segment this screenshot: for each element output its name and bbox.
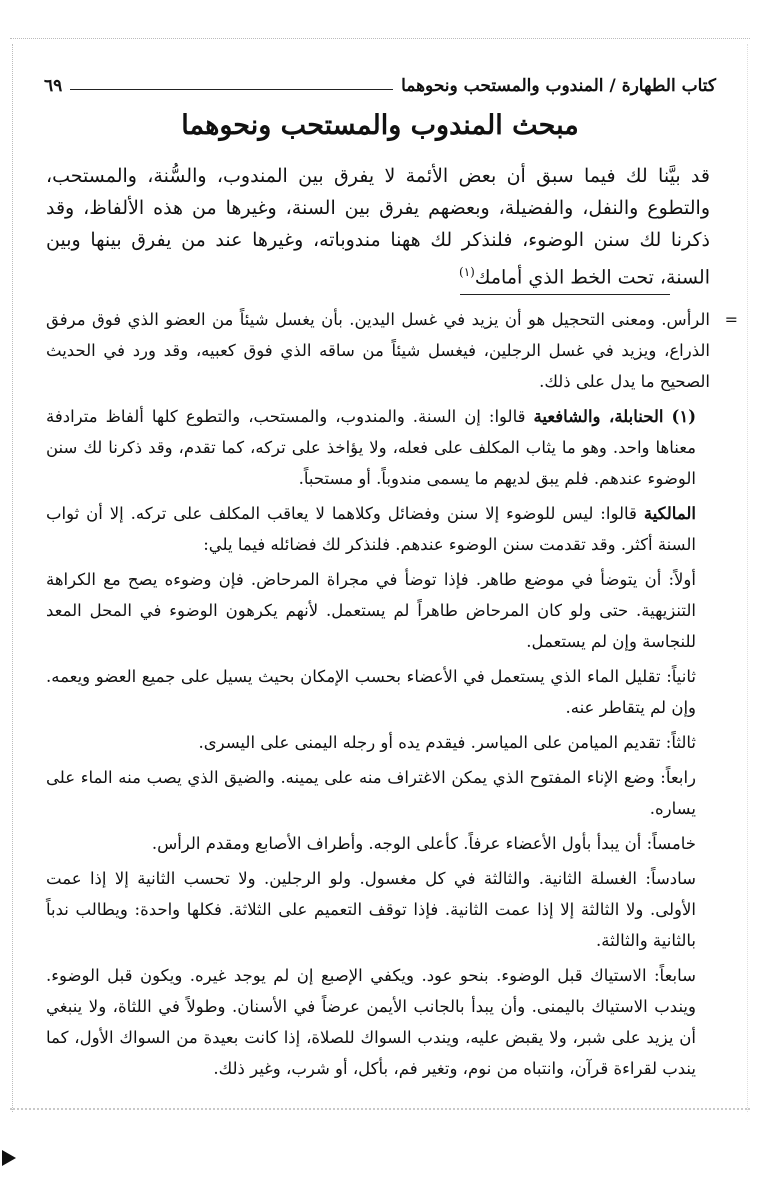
malikiyya-lead: المالكية xyxy=(643,504,696,523)
list-item: خامساً: أن يبدأ بأول الأعضاء عرفاً. كأعلى الوجه. وأطراف الأصابع ومقدم الرأس. xyxy=(151,834,696,853)
malikiyya-text: قالوا: ليس للوضوء إلا سنن وفضائل وكلاهما لا يعاقب المكلف على تركه. إلا أن ثواب السنة أكثر. وقد تقدمت سنن الوضوء عندهم. فلنذكر لك فضائله فيما يلي: xyxy=(46,504,696,554)
list-item: سابعاً: الاستياك قبل الوضوء. بنحو عود. ويكفي الإصبع إن لم يوجد غيره. ويكون قبل الوضوء. ويندب الاستياك باليمنى. وأن يبدأ بالجانب الأيمن عرضاً في الأسنان. وطولاً في اللثاة، ولا ينبغي أن يزيد على شبر، ولا يقبض عليه، ويندب السواك للصلاة، إذا كانت بعيدة من السواك الأول، كما يندب لقراءة قرآن، وانتباه من نوم، وتغير فم، بأكل، أو شرب، وغير ذلك. xyxy=(46,966,696,1078)
page-top-edge xyxy=(10,38,750,43)
footnote-1-text: قالوا: إن السنة. والمندوب، والمستحب، والتطوع كلها ألفاظ مترادفة معناها واحد. وهو ما يثاب المكلف على فعله، ولا يؤاخذ على تركه، كما تقدم، وقد ذكرنا لك سنن الوضوء عندهم. فلم يبق لديهم ما يسمى مندوباً. أو مستحباً. xyxy=(46,407,696,488)
intro-text: قد بيَّنا لك فيما سبق أن بعض الأئمة لا يفرق بين المندوب، والسُّنة، والمستحب، والتطوع والنفل، والفضيلة، وبعضهم يفرق بين السنة، وغيرها من هذه الألفاظ، وقد ذكرنا لك سنن الوضوء، فلنذكر لك ههنا مندوباته، وغيرها عند من يفرق بينها وبين السنة، تحت الخط الذي أمامك xyxy=(46,165,710,289)
page-bottom-edge xyxy=(10,1108,750,1116)
corner-arrow-icon xyxy=(2,1150,16,1166)
book-title: كتاب الطهارة xyxy=(621,76,716,96)
footnotes-block xyxy=(46,304,738,1088)
footnote-1-lead: الحنابلة، والشافعية xyxy=(533,407,664,426)
list-item: أولاً: أن يتوضأ في موضع طاهر. فإذا توضأ في مجراة المرحاض. فإن وضوءه يصح مع الكراهة التنزيهية. حتى ولو كان المرحاض طاهراً لم يستعمل. لأنهم يكرهون الوضوء في المحل المعد للنجاسة وإن لم يستعمل. xyxy=(46,570,696,651)
chapter-title: المندوب والمستحب ونحوهما xyxy=(401,76,604,96)
list-item: سادساً: الغسلة الثانية. والثالثة في كل مغسول. ولو الرجلين. ولا تحسب الثانية إلا إذا عمت الأولى. ولا الثالثة إلا إذا عمت الثانية. فإذا توقف التعميم على الثلاثة. فكلها واحدة: ويطالب ندباً بالثانية والثالثة. xyxy=(46,869,696,950)
continuation-mark: = xyxy=(724,310,738,329)
page-number: ٦٩ xyxy=(44,76,63,96)
footnote-1-number: (١) xyxy=(671,407,696,426)
footnote-continuation xyxy=(46,304,738,397)
header-separator: / xyxy=(609,76,616,96)
running-header xyxy=(44,72,716,100)
list-item: ثالثاً: تقديم الميامن على المياسر. فيقدم يده أو رجله اليمنى على اليسرى. xyxy=(198,733,696,752)
malikiyya-paragraph xyxy=(46,498,710,560)
header-rule xyxy=(70,89,393,90)
section-title: مبحث المندوب والمستحب ونحوهما xyxy=(181,110,579,141)
list-item: ثانياً: تقليل الماء الذي يستعمل في الأعضاء بحسب الإمكان بحيث يسيل على جميع العضو ويعمه. وإن لم يتقاطر عنه. xyxy=(46,667,696,717)
footnote-continuation-text: الرأس. ومعنى التحجيل هو أن يزيد في غسل اليدين. بأن يغسل شيئاً من العضو الذي فوق مرفق الذراع، ويزيد في غسل الرجلين، فيغسل شيئاً من ساقه الذي فوق كعبيه، وقد ورد في الحديث الصحيح ما يدل على ذلك. xyxy=(46,310,710,391)
footnote-1 xyxy=(46,401,710,494)
list-item: رابعاً: وضع الإناء المفتوح الذي يمكن الاغتراف منه على يمينه. والضيق الذي يصب منه الماء على يساره. xyxy=(46,768,696,818)
footnote-divider xyxy=(460,294,670,295)
footnote-reference: (١) xyxy=(459,265,475,279)
intro-paragraph xyxy=(46,160,710,293)
